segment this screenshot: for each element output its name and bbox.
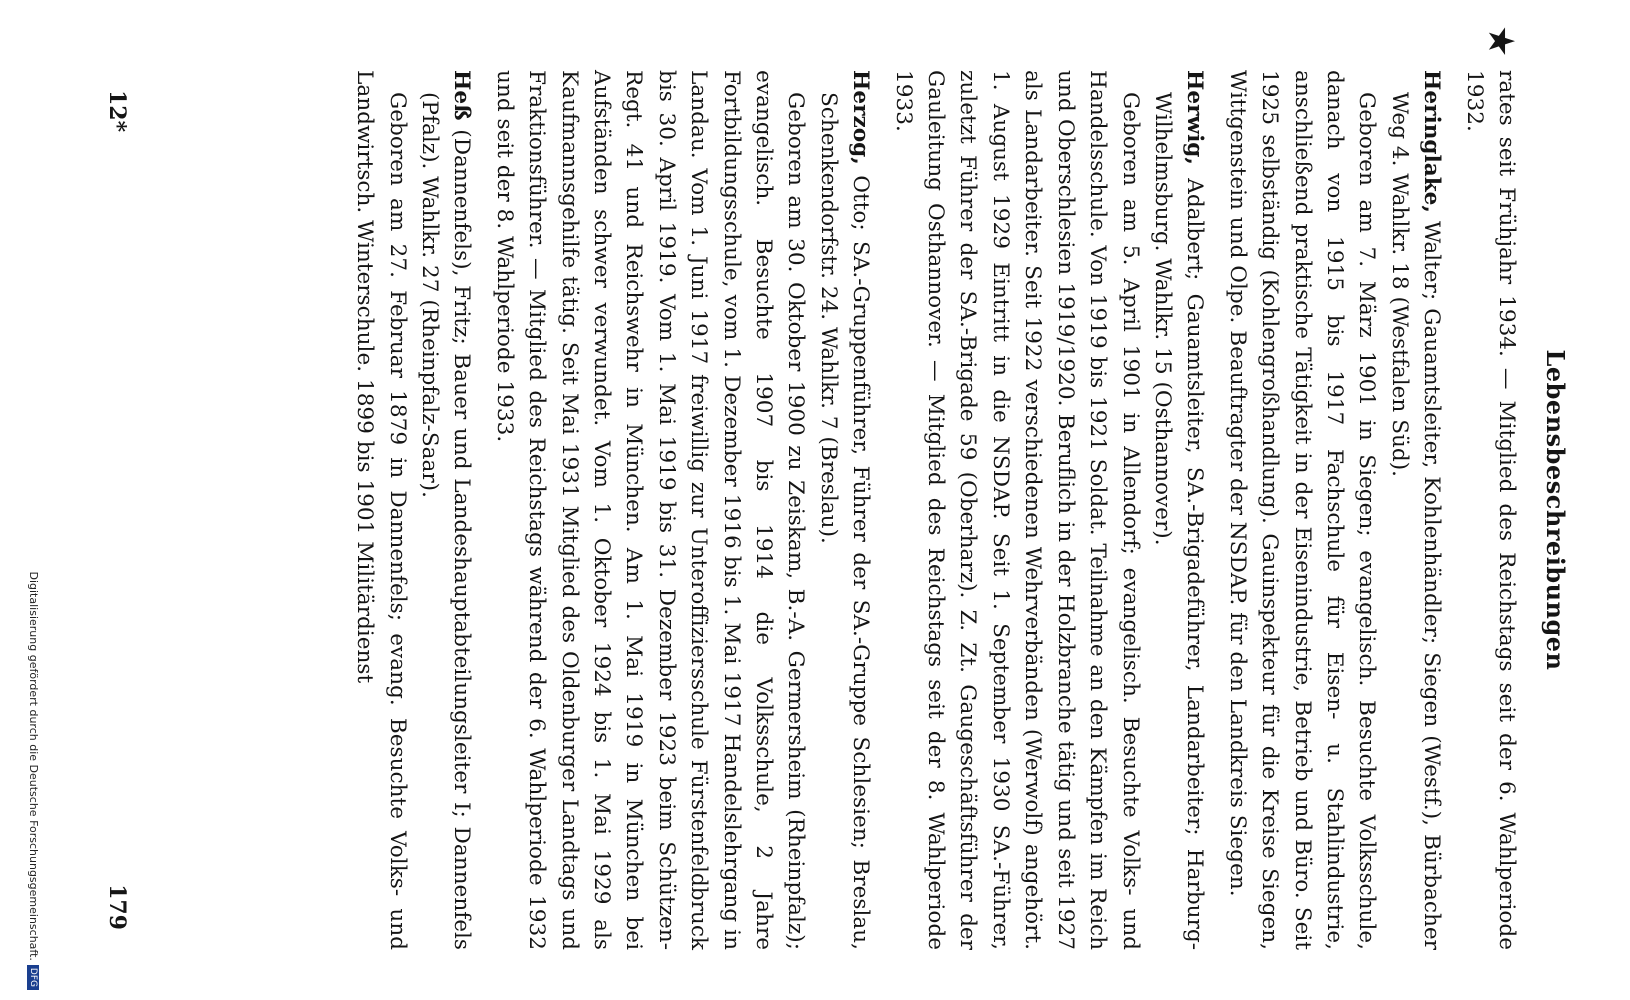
entry-header-text: Otto; SA.-Gruppenführer, Führer der SA.-Gruppe Schlesien; Breslau, Schenkendorfstr. 24. Wahlkr. 7 (Breslau). [815,92,874,950]
body-text [348,70,1522,950]
entry-name: Herzog, [848,70,874,165]
biography-entry-heringlake [1220,70,1447,950]
signature-mark: 12* [104,90,130,133]
digitization-note [24,0,40,1000]
entry-header [811,70,876,950]
dfg-logo-icon: DFG [27,965,39,990]
entry-header [1382,70,1447,950]
digitization-note-text: Digitalisierung gefördert durch die Deutsche Forschungsgemeinschaft. [27,571,40,961]
entry-body: Geboren am 30. Oktober 1900 zu Zeiskam, B.-A. Germersheim (Rheinpfalz); evangelisch. Besuchte 1907 bis 1914 die Volksschule, 2 Jahre Fortbildungsschule, vom 1. Dezember 1916 bis 1. Mai 1917 Handelslehrgang in Landau. Vom 1. Juni 1917 freiwillig zur Unteroffiziersschule Fürstenfeldbruck bis 30. April 1919. Vom 1. Mai 1919 bis 31. Dezember 1923 beim Schützen-Regt. 41 und Reichswehr in München. Am 1. Mai 1919 in München bei Aufständen schwer verwundet. Vom 1. Oktober 1924 bis 1. Mai 1929 als Kaufmannsgehilfe tätig. Seit Mai 1931 Mitglied des Oldenburger Landtags und Fraktionsführer. — Mitglied des Reichstags während der 6. Wahlperiode 1932 und seit der 8. Wahlperiode 1933. [491,70,809,950]
entry-name: Heringlake, [1419,70,1445,213]
entry-body: Geboren am 5. April 1901 in Allendorf; evangelisch. Besuchte Volks- und Handelsschule. Von 1919 bis 1921 Soldat. Teilnahme an den Kämpfen im Reich und Oberschlesien 1919/1920. Beruflich in der Holzbranche tätig und seit 1927 als Landarbeiter. Seit 1922 verschiedenen Wehrverbänden (Werwolf) angehört. 1. August 1929 Eintritt in die NSDAP. Seit 1. September 1930 SA.-Führer, zuletzt Führer der SA.-Brigade 59 (Oberharz). Z. Zt. Gaugeschäftsführer der Gauleitung Osthannover. — Mitglied des Reichstags seit der 8. Wahlperiode 1933. [890,70,1143,950]
entry-header-text: (Dannenfels), Fritz; Bauer und Landeshauptabteilungsleiter I; Dannenfels (Pfalz). Wahlkr. 27 (Rheinpfalz-Saar). [417,92,475,950]
entry-body: Geboren am 27. Februar 1879 in Dannenfels; evang. Besuchte Volks- und Landwirtsch. Winterschule. 1899 bis 1901 Militärdienst [352,70,410,950]
biography-entry-hess [348,70,478,950]
continuation-paragraph: rates seit Frühjahr 1934. — Mitglied des Reichstags seit der 6. Wahlperiode 1932. [1461,70,1519,950]
entry-header [413,70,478,950]
entry-header-text: Adalbert; Gauamtsleiter, SA.-Brigadeführer, Landarbeiter; Harburg-Wilhelmsburg. Wahlkr. 15 (Osthannover). [1149,92,1208,950]
biography-entry-herwig [886,70,1210,950]
entry-name: Heß [449,70,475,121]
entry-name: Herwig, [1182,70,1208,165]
entry-body: Geboren am 7. März 1901 in Siegen; evangelisch. Besuchte Volksschule, danach von 1915 bis 1917 Fachschule für Eisen- u. Stahlindustrie, anschließend praktische Tätigkeit in der Eisenindustrie, Betrieb und Büro. Seit 1925 selbständig (Kohlengroßhandlung). Gauinspekteur für die Kreise Siegen, Wittgenstein und Olpe. Beauftragter der NSDAP. für den Landkreis Siegen. [1224,70,1380,950]
running-head: Lebensbeschreibungen [1541,349,1570,671]
page-footer [90,70,130,950]
entry-header [1146,70,1211,950]
biography-entry-herzog [487,70,876,950]
entry-header-text: Walter; Gauamtsleiter, Kohlenhändler; Siegen (Westf.), Bürbacher Weg 4. Wahlkr. 18 (Westfalen Süd). [1386,92,1445,950]
star-icon: ★ [1480,25,1521,58]
page-number: 179 [104,884,130,930]
page-content [30,25,1570,950]
